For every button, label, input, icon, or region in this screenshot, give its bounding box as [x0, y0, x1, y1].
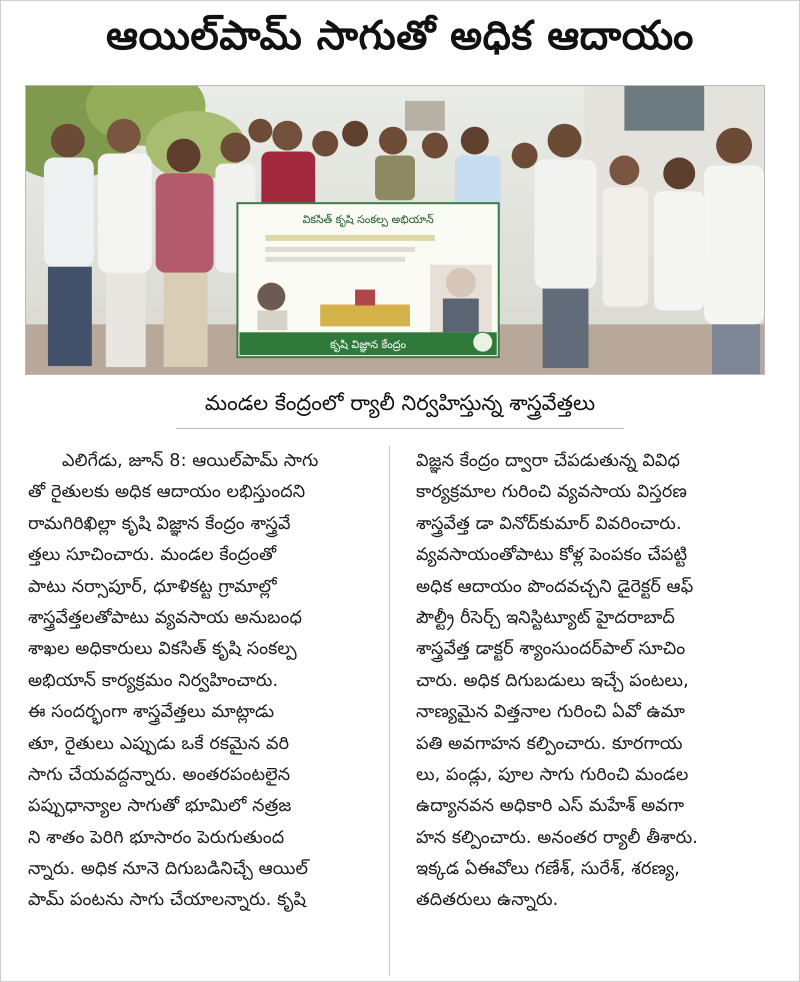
article-line: ఈ సందర్భంగా శాస్త్రవేత్తలు మాట్లాడు — [28, 702, 275, 723]
photo-caption: మండల కేంద్రంలో ర్యాలీ నిర్వహిస్తున్న శాస్త్రవేత్తలు — [176, 384, 624, 429]
banner-footer: కృషి విజ్ఞాన కేంద్రం — [330, 338, 407, 352]
article-line: తదితరులు ఉన్నారు. — [416, 890, 559, 911]
article-line: పామ్ పంటను సాగు చేయాలన్నారు. కృషి — [28, 890, 307, 911]
article-line: ని శాతం పెరిగి భూసారం పెరుగుతుంద — [28, 827, 285, 848]
article-line: తో రైతులకు అధిక ఆదాయం లభిస్తుందని — [28, 482, 306, 503]
article-line: శాస్త్రవేత్త డా వినోద్‌కుమార్ వివరించారు. — [416, 513, 682, 534]
article-body — [28, 446, 778, 976]
article-line: లు, పండ్లు, పూల సాగు గురించి మండల — [416, 764, 689, 785]
rally-photo-illustration — [26, 86, 764, 374]
article-line: విజ్ఞన కేంద్రం ద్వారా చేపడుతున్న వివిధ — [416, 451, 681, 471]
banner-title: వికసిత్ కృషి సంకల్ప అభియాన్ — [302, 213, 434, 227]
article-column-1 — [28, 446, 390, 976]
banner — [237, 203, 498, 357]
article-line: పౌల్ట్రీ రీసెర్చ్ ఇనిస్టిట్యూట్ హైదరాబాద్ — [416, 607, 675, 628]
article-line: అధిక ఆదాయం పొందవచ్చని డైరెక్టర్ ఆఫ్ — [416, 576, 694, 597]
article-line: హన కల్పించారు. అనంతర ర్యాలీ తీశారు. — [416, 827, 698, 848]
article-column-2 — [416, 446, 778, 976]
article-line: శాస్త్రవేత్తలతోపాటు వ్యవసాయ అనుబంధ — [28, 607, 302, 628]
article-line: పప్పుధాన్యాల సాగుతో భూమిలో నత్రజ — [28, 796, 292, 817]
article-line: న్నారు. అధిక నూనె దిగుబడినిచ్చే ఆయిల్ — [28, 859, 309, 880]
article-line: త్తలు సూచించారు. మండల కేంద్రంతో — [28, 545, 277, 566]
article-line: శాఖల అధికారులు వికసిత్ కృషి సంకల్ప — [28, 639, 297, 660]
article-line: వ్యవసాయంతోపాటు కోళ్ల పెంపకం చేపట్టి — [416, 545, 688, 566]
article-line: అభియాన్ కార్యక్రమం నిర్వహించారు. — [28, 670, 279, 691]
article-line: ఇక్కడ ఏఈవోలు గణేశ్, సురేశ్, శరణ్య, — [416, 859, 680, 880]
article-line: సాగు చేయవద్దన్నారు. అంతరపంటలైన — [28, 764, 291, 785]
article-line: పతి అవగాహన కల్పించారు. కూరగాయ — [416, 733, 683, 754]
article-line: శాస్త్రవేత్త డాక్టర్ శ్యాంసుందర్‌పాల్ సూచిం — [416, 639, 686, 660]
news-photo — [25, 85, 765, 375]
article-line: రామగిరిఖిల్లా కృషి విజ్ఞాన కేంద్రం శాస్త్రవే — [28, 513, 291, 534]
article-line: కార్యక్రమాల గురించి వ్యవసాయ విస్తరణ — [416, 482, 687, 503]
article-line: పాటు నర్సాపూర్, ధూళికట్ట గ్రామాల్లో — [28, 576, 277, 597]
article-line: ఎలిగేడు, జూన్ 8: ఆయిల్‌పామ్ సాగు — [62, 451, 319, 471]
article-line: ఉద్యానవన అధికారి ఎస్ మహేశ్ అవగా — [416, 796, 685, 817]
headline: ఆయిల్‌పామ్‌ సాగుతో అధిక ఆదాయం — [106, 13, 694, 59]
article-line: నాణ్యమైన విత్తనాల గురించి ఏవో ఉమా — [416, 702, 686, 723]
article-line: తూ, రైతులు ఎప్పుడు ఒకే రకమైన వరి — [28, 733, 290, 754]
article-line: చారు. అధిక దిగుబడులు ఇచ్చే పంటలు, — [416, 670, 689, 691]
